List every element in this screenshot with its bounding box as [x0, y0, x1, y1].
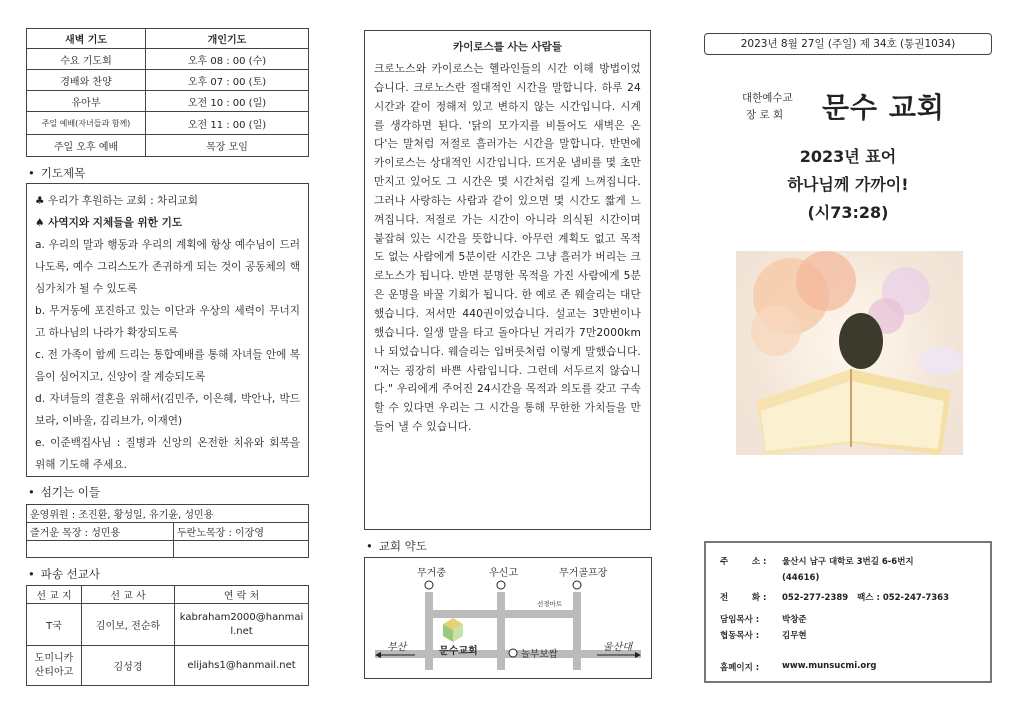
servers-table	[26, 504, 309, 558]
denomination-line2: 장 로 회	[746, 109, 784, 121]
service-time: 오전 10 : 00 (일)	[146, 91, 309, 112]
homepage-label: 홈페이지 :	[720, 663, 760, 673]
map-label-mugeojung: 무거중	[417, 568, 446, 579]
map-label-golf: 무거골프장	[559, 568, 608, 579]
prayer-item: c. 전 가족이 함께 드리는 통합예배를 통해 자녀들 안에 복음이 심어지고, 신앙이 잘 계승되도록	[35, 349, 300, 383]
missionary-header: 선 교 사	[82, 586, 175, 604]
road	[375, 650, 641, 658]
prayer-item: d. 자녀들의 결혼을 위해서(김민주, 이은혜, 박안나, 박드보라, 이바울, 김리브가, 이재연)	[35, 393, 300, 427]
phone-fax: 052-277-2389 팩스 : 052-247-7363	[782, 593, 950, 603]
prayer-item: e. 이준백집사님 : 질병과 신앙의 온전한 치유와 회복을 위해 기도해 주세요.	[35, 437, 300, 471]
article-title: 카이로스를 사는 사람들	[453, 41, 562, 53]
location-marker	[425, 581, 433, 589]
missionary-header: 선 교 지	[27, 586, 82, 604]
missionaries-section-title: • 파송 선교사	[28, 566, 100, 582]
address-label: 주 소 :	[720, 557, 767, 567]
empty-cell	[27, 541, 174, 558]
service-name: 수요 기도회	[27, 49, 146, 70]
associate-label: 협동목사 :	[720, 631, 760, 641]
church-map	[364, 557, 652, 679]
map-label-ulsan: 울산대	[603, 642, 632, 653]
missionary-header: 연 락 처	[175, 586, 309, 604]
denomination-line1: 대한예수교	[742, 92, 793, 104]
church-name: 문수 교회	[822, 91, 945, 124]
supported-church: ♣ 우리가 후원하는 교회 : 차리교회	[35, 195, 198, 207]
road	[573, 592, 581, 670]
servers-section-title: • 섬기는 이들	[28, 484, 100, 500]
service-name: 새벽 기도	[27, 29, 146, 49]
motto-line1: 2023년 표어	[799, 147, 897, 166]
road	[425, 592, 433, 670]
cell-leader: 두란노목장 : 이장영	[174, 523, 309, 541]
pastor-label: 담임목사 :	[720, 615, 760, 625]
service-name: 유아부	[27, 91, 146, 112]
postal-code: (44616)	[782, 573, 820, 583]
map-section-title: • 교회 약도	[366, 538, 427, 554]
map-label-church: 문수교회	[439, 646, 478, 657]
prayer-heading: ♠ 사역지와 지체들을 위한 기도	[35, 217, 183, 229]
map-label-busan: 부산	[387, 642, 407, 653]
missionary-name: 김이보, 전순하	[82, 604, 175, 646]
senior-pastor: 박창준	[782, 615, 807, 625]
prayer-section-title: • 기도제목	[28, 165, 85, 181]
phone-label: 전 화 :	[720, 593, 767, 603]
prayer-item: b. 무거동에 포진하고 있는 이단과 우상의 세력이 무너지고 하나님의 나라가 확장되도록	[35, 305, 300, 339]
cell-leader: 즐거운 목장 : 성민용	[27, 523, 174, 541]
map-label-usingo: 우신고	[489, 568, 518, 579]
missionary-email: kabraham2000@hanmail.net	[175, 604, 309, 646]
article-body: 크로노스와 카이로스는 헬라인들의 시간 이해 방법이었습니다. 크로노스란 절대적인 시간을 말합니다. 하루 24시간과 같이 정해져 있고 변하지 않는 시간입니다. 시계를 생각하면 된다. '닭의 모가지를 비틀어도 새벽은 온다'는 말처럼 저절로 흘러가는 시간을 말합니다. 반면에 카이로스는 상대적인 시간입니다. 뜨거운 냄비를 몇 초만 만지고 있어도 그 시간은 몇 시간처럼 길게 느껴집니다. 그러나 사랑하는 사람과 같이 있으면 몇 시간도 짧게 느껴집니다. 저절로 가는 시간이 아니라 의식된 시간이며 붙잡혀 있는 시간을 뜻합니다. 아무런 계획도 없고 목적도 없는 사람에게 5분이란 시간은 그냥 흘러가 버리는 크로노스가 됩니다. 반면 분명한 목적을 가진 사람에게 5분은 운명을 바꿀 기회가 됩니다. 한 예로 존 웨슬리는 대단했습니다. 저서만 440권이었습니다. 설교는 3만번이나 했습니다. 일생 말을 타고 돌아다닌 거리가 7만2000km나 되었습니다. 웨슬리는 입버릇처럼 이렇게 말했습니다. "저는 굉장히 바쁜 사람입니다. 그런데 서두르지 않습니다." 우리에게 주어진 24시간을 목적과 의도를 갖고 구속할 수 있다면 우리는 그 시간을 통해 무한한 가치들을 만들어 낼 수 있습니다.	[374, 63, 641, 434]
road	[425, 610, 580, 618]
location-marker	[509, 649, 517, 657]
location-marker	[573, 581, 581, 589]
empty-cell	[174, 541, 309, 558]
service-name: 주일 오후 예배	[27, 135, 146, 157]
mission-field: T국	[27, 604, 82, 646]
motto-line3: (시73:28)	[807, 203, 889, 222]
map-label-mart: 선경마트	[537, 600, 563, 608]
service-time: 목장 모임	[146, 135, 309, 157]
committee-members: 운영위원 : 조진환, 황성일, 유기윤, 성민용	[27, 505, 309, 523]
road	[497, 592, 505, 670]
motto-line2: 하나님께 가까이!	[787, 175, 909, 194]
church-info-box	[704, 541, 992, 683]
service-time: 오전 11 : 00 (일)	[146, 112, 309, 135]
homepage-link[interactable]: www.munsucmi.org	[782, 661, 877, 671]
service-time: 개인기도	[146, 29, 309, 49]
bible-illustration	[736, 251, 963, 455]
issue-info: 2023년 8월 27일 (주일) 제 34호 (통권1034)	[704, 33, 992, 55]
article-box	[364, 30, 651, 530]
associate-pastor: 김무현	[782, 631, 807, 641]
map-label-bossam: 놀부보쌈	[521, 649, 558, 660]
service-name: 경배와 찬양	[27, 70, 146, 91]
location-marker	[497, 581, 505, 589]
service-name: 주일 예배(자녀들과 함께)	[27, 112, 146, 135]
mission-field: 도미니카 산티아고	[27, 646, 82, 686]
missionary-email: elijahs1@hanmail.net	[175, 646, 309, 686]
missionaries-table	[26, 585, 309, 686]
bible-flowers-photo	[736, 251, 963, 455]
prayer-item: a. 우리의 말과 행동과 우리의 계획에 항상 예수님이 드러나도록, 예수 그리스도가 존귀하게 되는 것이 공동체의 핵심가치가 될 수 있도록	[35, 239, 300, 295]
address: 울산시 남구 대학로 3번길 6-6번지	[782, 557, 914, 567]
missionary-name: 김성경	[82, 646, 175, 686]
service-time: 오후 08 : 00 (수)	[146, 49, 309, 70]
service-time: 오후 07 : 00 (토)	[146, 70, 309, 91]
prayer-box	[26, 183, 309, 477]
service-schedule-table	[26, 28, 309, 157]
